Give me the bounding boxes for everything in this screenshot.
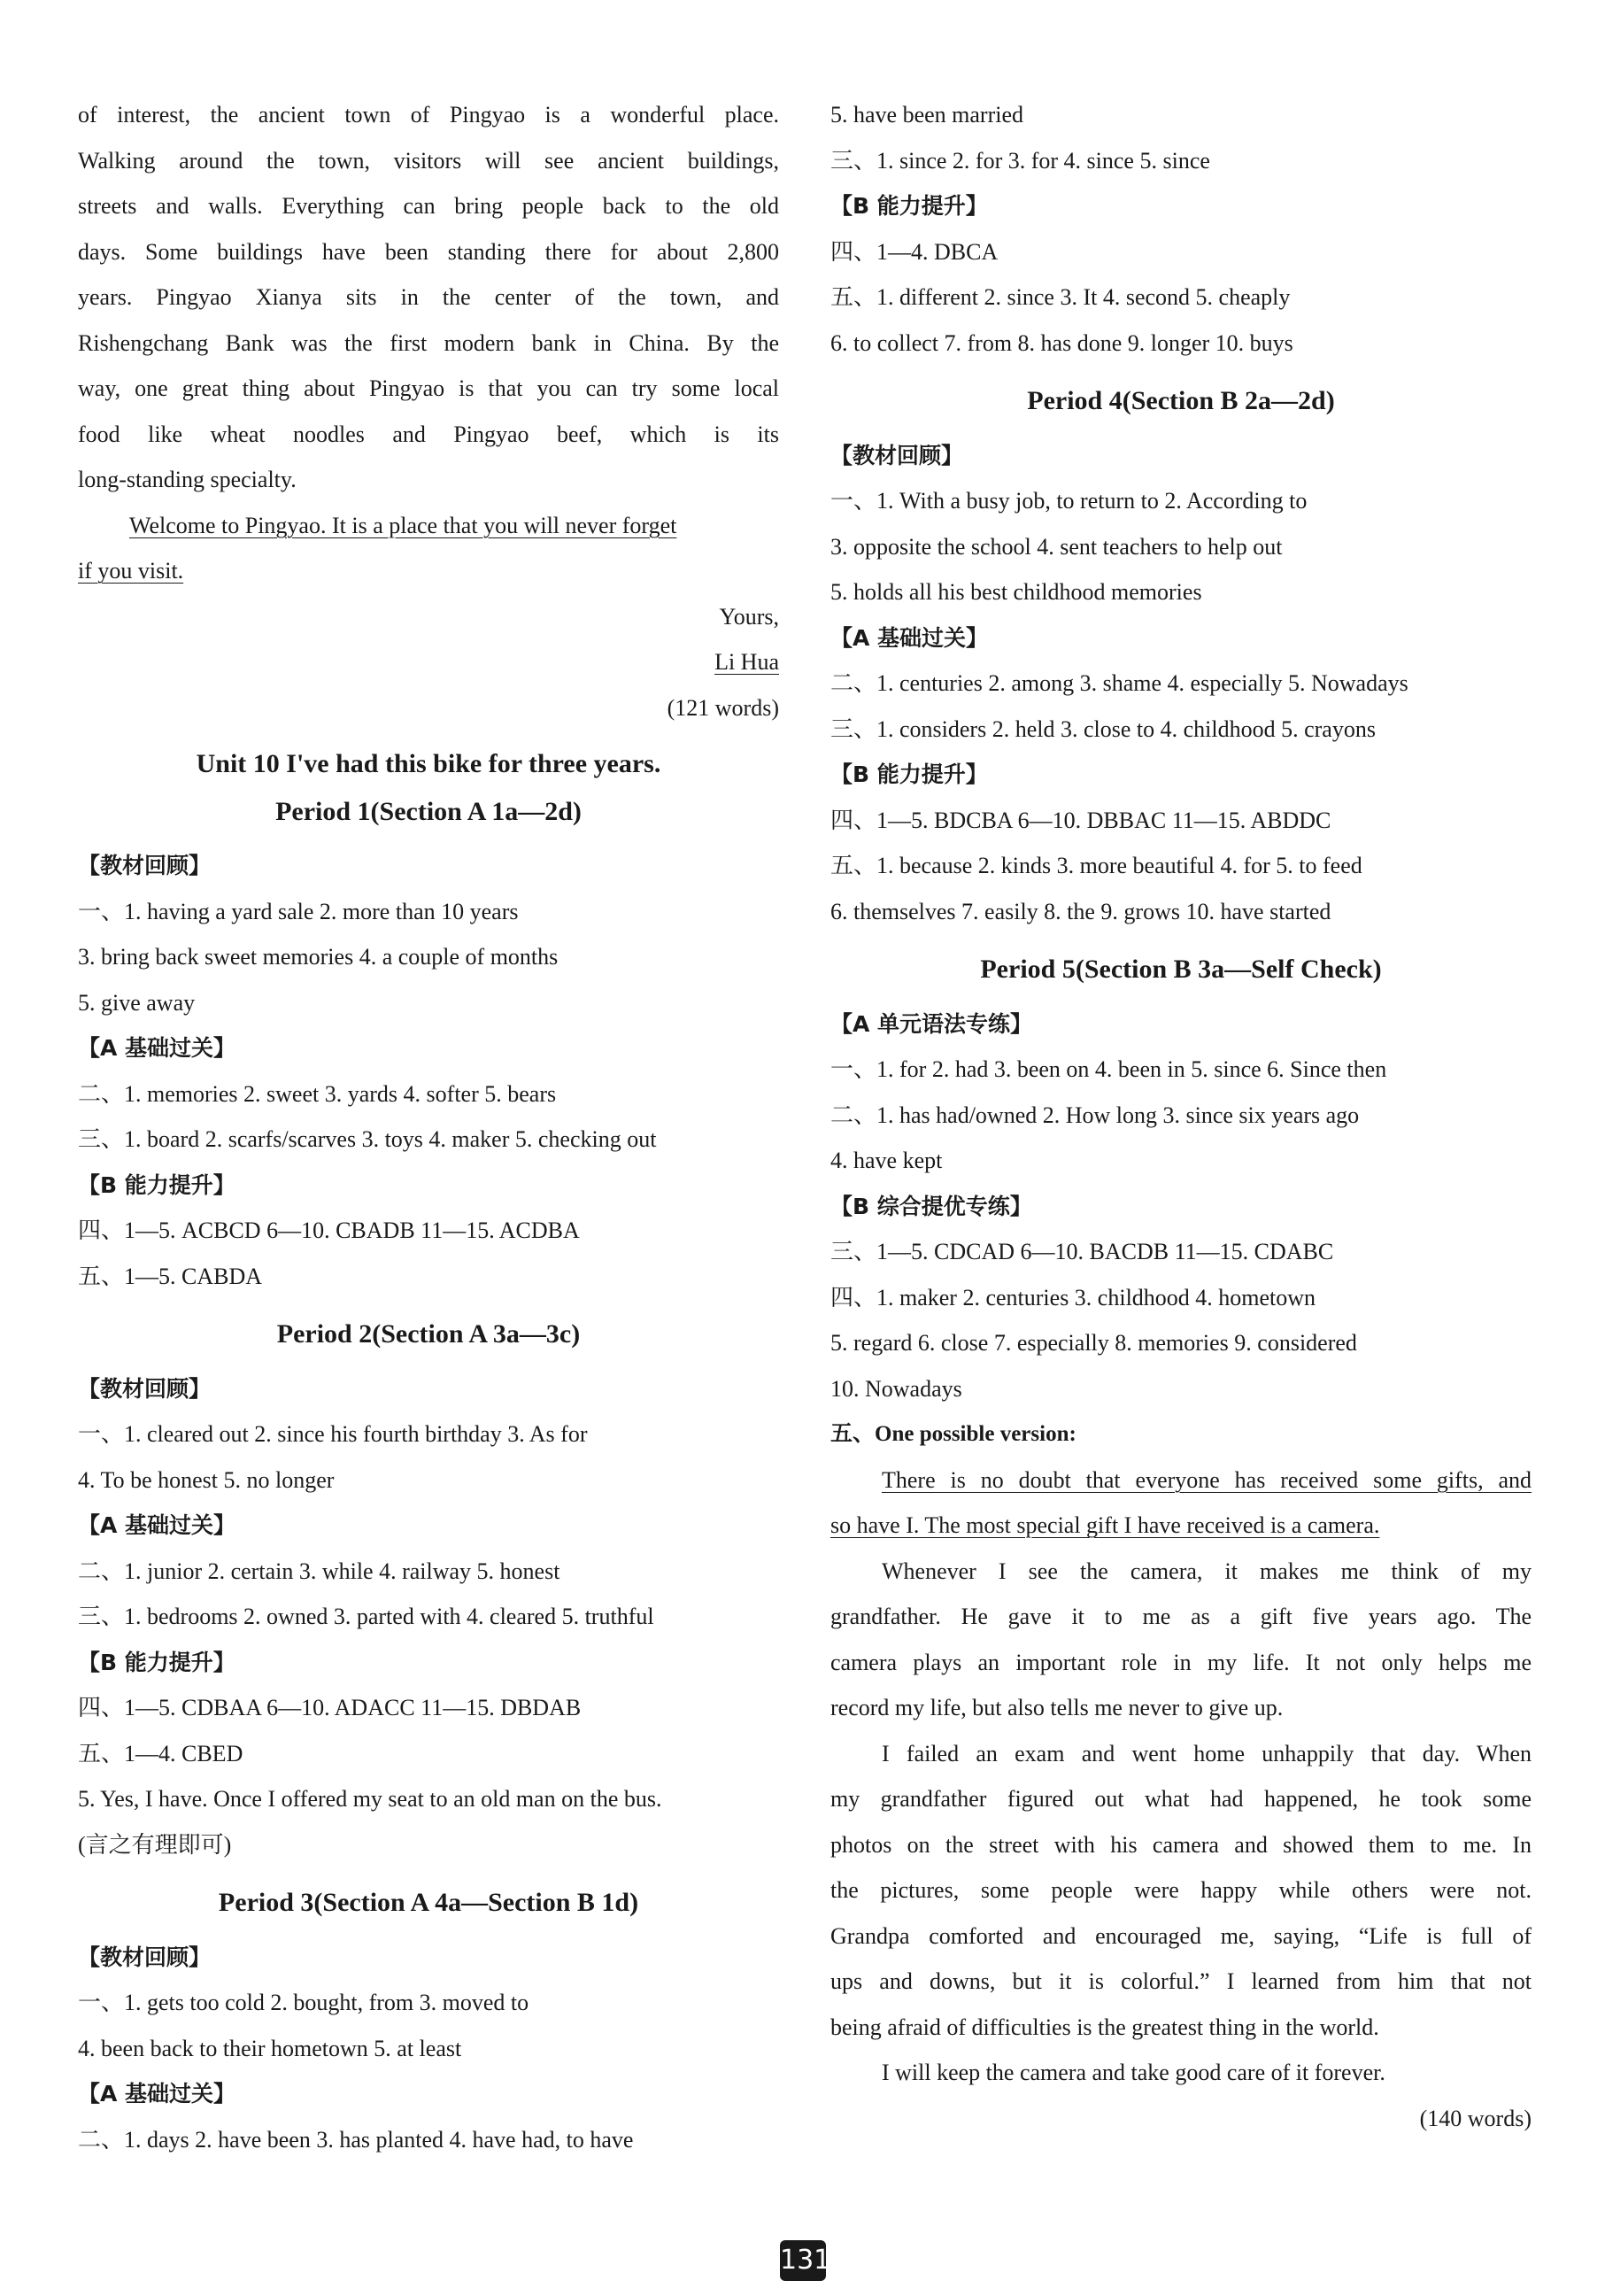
signature-name: Li Hua — [714, 649, 779, 675]
unit-title: Unit 10 I've had this bike for three years. — [196, 749, 661, 778]
welcome-line-2: if you visit. — [78, 558, 184, 584]
section-heading: 【A 基础过关】 — [78, 1512, 236, 1538]
essay-line: so have I. The most special gift I have received is a camera. — [830, 1512, 1380, 1538]
section-heading: 【A 基础过关】 — [830, 624, 989, 651]
section-heading: 【B 能力提升】 — [78, 1649, 235, 1675]
essay-line: camera plays an important role in my life. It not only helps me — [830, 1649, 1532, 1675]
answer-line: 4. have kept — [830, 1148, 943, 1173]
answer-line: 一、1. gets too cold 2. bought, from 3. moved to — [78, 1990, 529, 2015]
section-heading: 【教材回顾】 — [830, 442, 964, 468]
answer-line: 二、1. junior 2. certain 3. while 4. railway 5. honest — [78, 1558, 560, 1584]
section-heading: 【教材回顾】 — [78, 853, 212, 878]
essay-line: of interest, the ancient town of Pingyao is a wonderful place. — [78, 102, 779, 128]
essay-line: Rishengchang Bank was the first modern bank in China. By the — [78, 329, 779, 356]
essay-line: food like wheat noodles and Pingyao beef, which is its — [78, 421, 779, 447]
essay-line: I will keep the camera and take good care of it forever. — [882, 2060, 1385, 2085]
period-2-title: Period 2(Section A 3a—3c) — [276, 1319, 581, 1349]
essay-line: days. Some buildings have been standing there for about 2,800 — [78, 238, 779, 265]
essay-line: long-standing specialty. — [78, 467, 297, 492]
answer-line: 三、1. considers 2. held 3. close to 4. childhood 5. crayons — [830, 715, 1376, 742]
answer-line: 二、1. has had/owned 2. How long 3. since six years ago — [830, 1102, 1360, 1128]
answer-line: 四、1—5. BDCBA 6—10. DBBAC 11—15. ABDDC — [830, 807, 1331, 833]
page-number: 131 — [780, 2240, 826, 2281]
answer-line: 5. give away — [78, 989, 196, 1016]
answer-line: 一、1. having a yard sale 2. more than 10 years — [78, 898, 519, 924]
answer-line: 10. Nowadays — [830, 1375, 962, 1402]
answer-line: 5. have been married — [830, 102, 1024, 128]
word-count: (140 words) — [1419, 2105, 1532, 2131]
essay-line: years. Pingyao Xianya sits in the center of the town, and — [78, 284, 779, 310]
answer-line: 3. opposite the school 4. sent teachers to help out — [830, 533, 1283, 560]
answer-line: 4. been back to their hometown 5. at least — [78, 2035, 462, 2061]
period-3-title: Period 3(Section A 4a—Section B 1d) — [218, 1888, 639, 1917]
answer-line: 三、1—5. CDCAD 6—10. BACDB 11—15. CDABC — [830, 1239, 1334, 1264]
essay-line: Walking around the town, visitors will see ancient buildings, — [78, 147, 779, 174]
answer-line: 五、1. different 2. since 3. It 4. second 5. cheaply — [830, 284, 1291, 310]
answer-line: 6. themselves 7. easily 8. the 9. grows 10. have started — [830, 898, 1331, 924]
word-count: (121 words) — [667, 694, 779, 721]
answer-line: 5. Yes, I have. Once I offered my seat to an old man on the bus. — [78, 1786, 662, 1812]
essay-line: streets and walls. Everything can bring people back to the old — [78, 193, 779, 219]
essay-line: There is no doubt that everyone has received some gifts, and — [882, 1466, 1532, 1493]
section-heading: 【A 单元语法专练】 — [830, 1010, 1033, 1037]
answer-line: 四、1—5. CDBAA 6—10. ADACC 11—15. DBDAB — [78, 1695, 582, 1720]
essay-line: photos on the street with his camera and showed them to me. In — [830, 1831, 1532, 1858]
right-column — [830, 92, 1532, 2141]
answer-line: (言之有理即可) — [78, 1831, 232, 1858]
answer-line: 一、1. cleared out 2. since his fourth birthday 3. As for — [78, 1421, 588, 1447]
essay-line: Whenever I see the camera, it makes me think of my — [882, 1558, 1532, 1584]
section-heading: 【教材回顾】 — [78, 1944, 212, 1970]
section-heading: 【B 能力提升】 — [78, 1171, 235, 1198]
essay-line: way, one great thing about Pingyao is that you can try some local — [78, 375, 779, 401]
answer-line: 五、1—4. CBED — [78, 1740, 243, 1766]
section-heading: 【B 能力提升】 — [830, 193, 988, 219]
answer-line: 4. To be honest 5. no longer — [78, 1466, 335, 1493]
essay-line: I failed an exam and went home unhappily that day. When — [882, 1740, 1532, 1766]
essay-line: being afraid of difficulties is the greatest thing in the world. — [830, 2014, 1379, 2040]
answer-line: 二、1. days 2. have been 3. has planted 4. have had, to have — [78, 2126, 634, 2153]
essay-line: record my life, but also tells me never to give up. — [830, 1695, 1284, 1720]
answer-line: 五、1—5. CABDA — [78, 1263, 263, 1289]
answer-line: 一、1. for 2. had 3. been on 4. been in 5. since 6. Since then — [830, 1056, 1387, 1082]
answer-line: 四、1—4. DBCA — [830, 238, 999, 265]
section-heading: 【A 基础过关】 — [78, 2081, 236, 2107]
answer-line: 5. holds all his best childhood memories — [830, 579, 1202, 605]
essay-line: my grandfather figured out what had happened, he took some — [830, 1786, 1532, 1812]
answer-line: 三、1. board 2. scarfs/scarves 3. toys 4. maker 5. checking out — [78, 1126, 657, 1152]
answer-line: 五、1. because 2. kinds 3. more beautiful 4. for 5. to feed — [830, 853, 1362, 878]
sample-essay-label: 五、One possible version: — [830, 1422, 1076, 1446]
period-5-title: Period 5(Section B 3a—Self Check) — [980, 955, 1382, 984]
answer-line: 三、1. since 2. for 3. for 4. since 5. since — [830, 147, 1210, 174]
section-heading: 【A 基础过关】 — [78, 1035, 236, 1061]
welcome-line: Welcome to Pingyao. It is a place that you will never forget — [129, 512, 677, 538]
answer-line: 6. to collect 7. from 8. has done 9. longer 10. buys — [830, 329, 1293, 356]
answer-line: 四、1. maker 2. centuries 3. childhood 4. hometown — [830, 1284, 1316, 1310]
period-1-title: Period 1(Section A 1a—2d) — [275, 796, 582, 826]
answer-line: 三、1. bedrooms 2. owned 3. parted with 4. cleared 5. truthful — [78, 1604, 654, 1629]
section-heading: 【教材回顾】 — [78, 1375, 212, 1402]
period-4-title: Period 4(Section B 2a—2d) — [1027, 386, 1335, 415]
answer-line: 3. bring back sweet memories 4. a couple of months — [78, 944, 559, 970]
answer-line: 二、1. centuries 2. among 3. shame 4. especially 5. Nowadays — [830, 670, 1408, 696]
essay-line: Grandpa comforted and encouraged me, saying, “Life is full of — [830, 1922, 1532, 1949]
section-heading: 【B 综合提优专练】 — [830, 1193, 1032, 1219]
essay-line: ups and downs, but it is colorful.” I learned from him that not — [830, 1968, 1532, 1994]
essay-line: grandfather. He gave it to me as a gift five years ago. The — [830, 1604, 1532, 1629]
left-column — [78, 92, 779, 2162]
answer-line: 二、1. memories 2. sweet 3. yards 4. softer 5. bears — [78, 1080, 557, 1107]
sign-off: Yours, — [719, 603, 779, 630]
essay-line: the pictures, some people were happy while others were not. — [830, 1877, 1532, 1903]
answer-line: 四、1—5. ACBCD 6—10. CBADB 11—15. ACDBA — [78, 1218, 580, 1243]
answer-line: 5. regard 6. close 7. especially 8. memories 9. considered — [830, 1330, 1357, 1356]
section-heading: 【B 能力提升】 — [830, 761, 988, 787]
answer-line: 一、1. With a busy job, to return to 2. According to — [830, 488, 1308, 514]
